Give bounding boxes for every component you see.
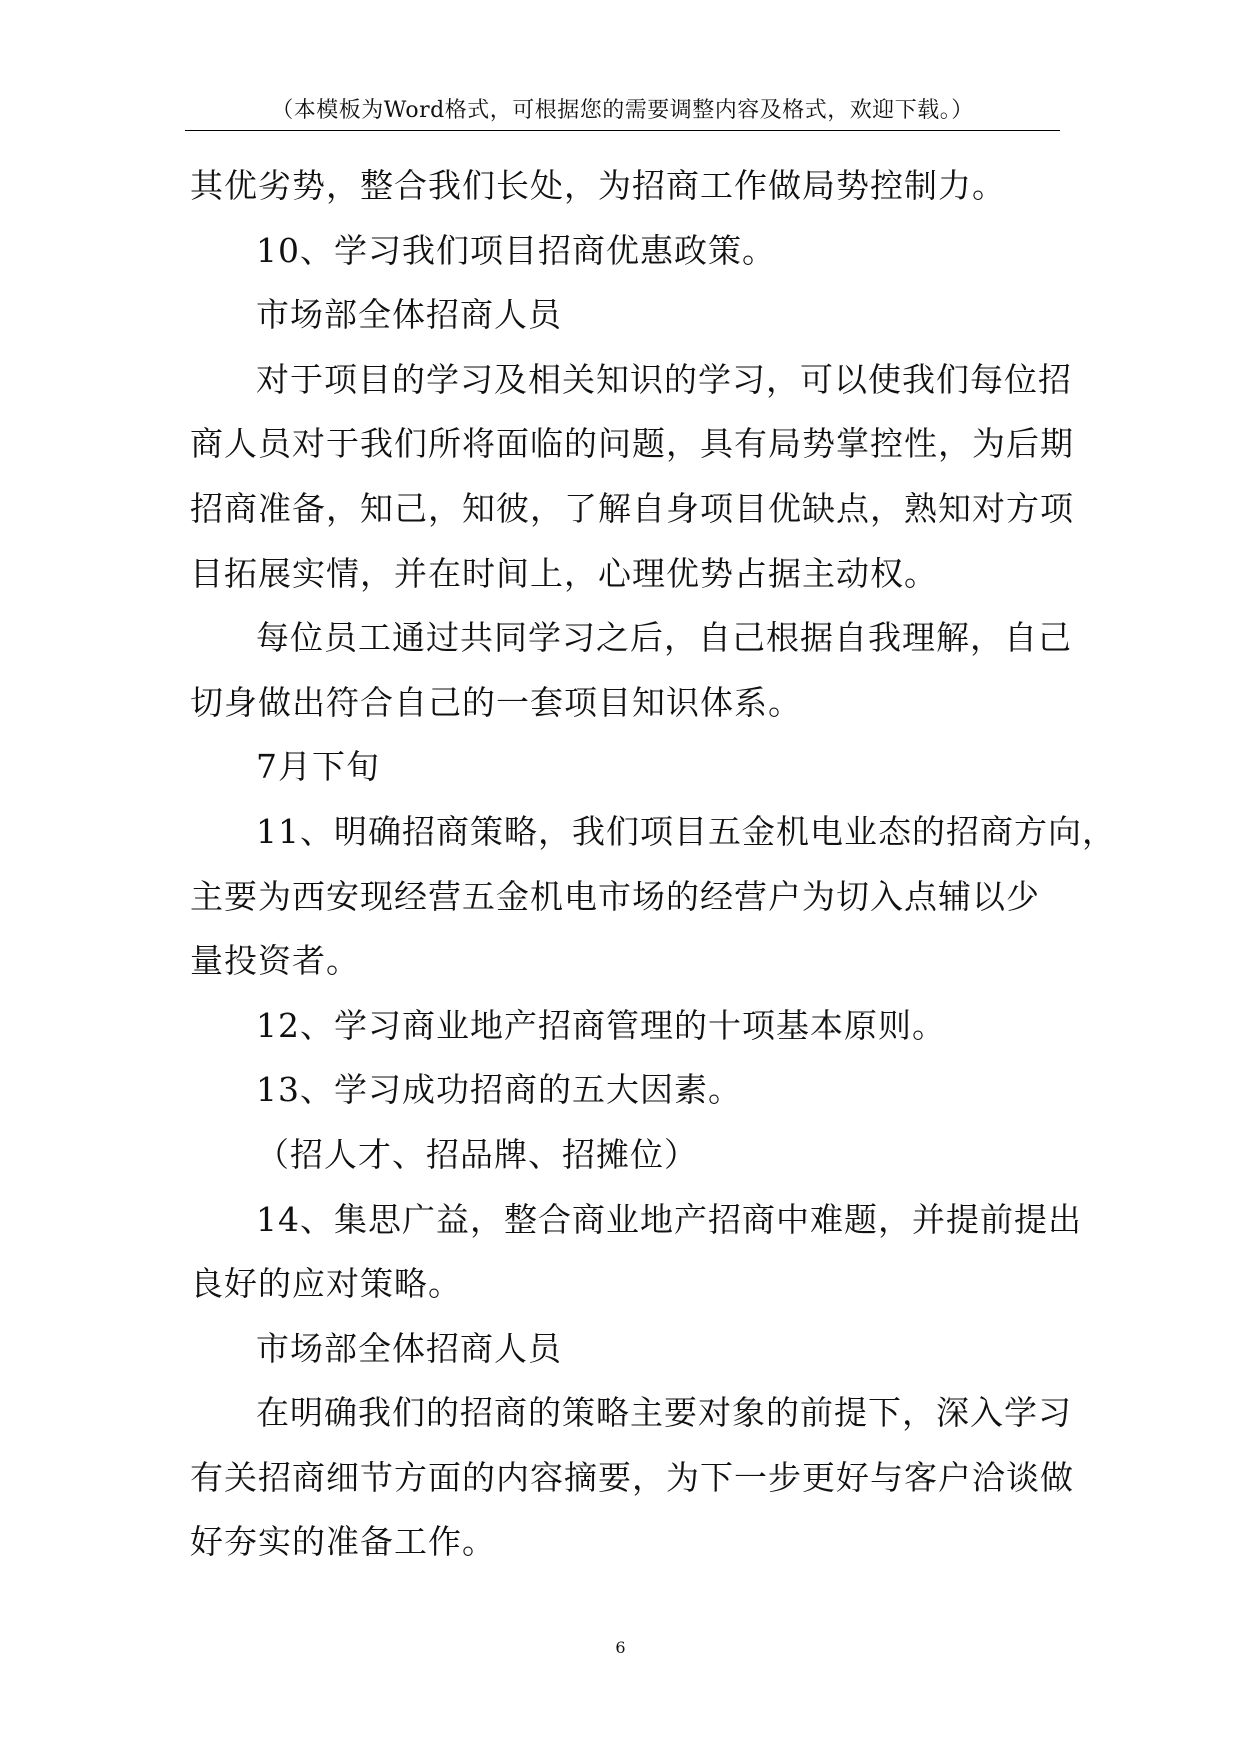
page-number: 6 [615, 1638, 626, 1657]
paragraph-line: 招商准备，知己，知彼，了解自身项目优缺点，熟知对方项 [190, 488, 1074, 528]
page-header: （本模板为Word格式，可根据您的需要调整内容及格式，欢迎下载。） [271, 98, 974, 123]
paragraph-line: 良好的应对策略。 [190, 1264, 462, 1304]
paragraph-line: 13、学习成功招商的五大因素。 [256, 1070, 742, 1110]
paragraph-line: 11、明确招商策略，我们项目五金机电业态的招商方向， [256, 811, 1116, 851]
paragraph-line: 其优劣势，整合我们长处，为招商工作做局势控制力。 [190, 166, 1006, 205]
paragraph-line: 市场部全体招商人员 [256, 1328, 562, 1368]
paragraph-line: 14、集思广益，整合商业地产招商中难题，并提前提出 [256, 1199, 1082, 1239]
paragraph-line: 7月下旬 [256, 747, 380, 787]
paragraph-line: 切身做出符合自己的一套项目知识体系。 [190, 682, 802, 722]
paragraph-line: 12、学习商业地产招商管理的十项基本原则。 [256, 1005, 946, 1045]
document-body [190, 154, 1116, 1575]
paragraph-line: 量投资者。 [190, 941, 360, 981]
paragraph-line: 商人员对于我们所将面临的问题，具有局势掌控性，为后期 [190, 424, 1074, 464]
paragraph-line: 目拓展实情，并在时间上，心理优势占据主动权。 [190, 553, 938, 593]
paragraph-line: 每位员工通过共同学习之后，自己根据自我理解，自己 [256, 618, 1072, 658]
paragraph-line: 有关招商细节方面的内容摘要，为下一步更好与客户洽谈做 [190, 1457, 1074, 1497]
paragraph-line: 10、学习我们项目招商优惠政策。 [256, 230, 776, 270]
paragraph-line: 对于项目的学习及相关知识的学习，可以使我们每位招 [256, 359, 1072, 399]
paragraph-line: 好夯实的准备工作。 [190, 1522, 496, 1562]
paragraph-line: 市场部全体招商人员 [256, 295, 562, 335]
paragraph-line: （招人才、招品牌、招摊位） [256, 1134, 698, 1174]
paragraph-line: 主要为西安现经营五金机电市场的经营户为切入点辅以少 [190, 876, 1040, 916]
header-divider [185, 130, 1060, 131]
paragraph-line: 在明确我们的招商的策略主要对象的前提下，深入学习 [256, 1393, 1072, 1433]
